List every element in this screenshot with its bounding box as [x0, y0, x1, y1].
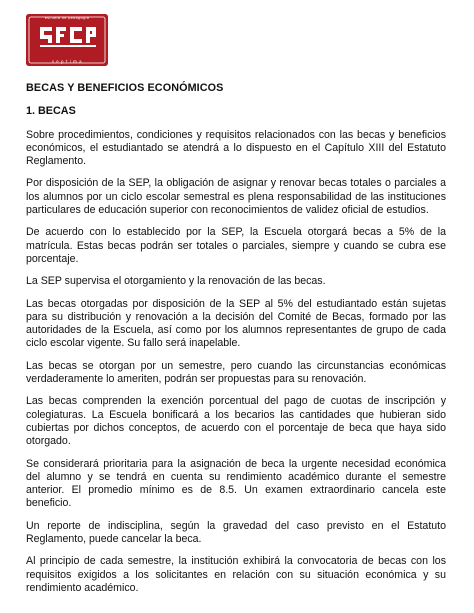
- paragraph: Las becas se otorgan por un semestre, pero cuando las circunstancias económicas verdaderamente lo ameriten, podrán ser propuestas para su renovación.: [26, 359, 446, 386]
- logo-bottom-text: s e p t i m a: [51, 59, 83, 64]
- document-body: [26, 82, 446, 604]
- paragraph: Al principio de cada semestre, la institución exhibirá la convocatoria de becas con los requisitos exigidos a los solicitantes en relación con su situación económica y su rendimiento académico.: [26, 555, 446, 594]
- logo-top-text: escuela de pedagogia: [44, 16, 90, 20]
- paragraph: Por disposición de la SEP, la obligación de asignar y renovar becas totales o parciales a los alumnos por un ciclo escolar semestral es plena responsabilidad de las instituciones particulares de educación superior con reconocimientos de validez oficial de estudios.: [26, 177, 446, 217]
- paragraph: Un reporte de indisciplina, según la gravedad del caso previsto en el Estatuto Reglamento, puede cancelar la beca.: [26, 519, 446, 546]
- paragraph: De acuerdo con lo establecido por la SEP, la Escuela otorgará becas a 5% de la matrícula. Estas becas podrán ser totales o parciales, siempre y cuando se cubra ese porcentaje.: [26, 226, 446, 265]
- paragraph: Sobre procedimientos, condiciones y requisitos relacionados con las becas y beneficios económicos, el estudiantado se atendrá a lo dispuesto en el Capítulo XIII del Estatuto Reglamento.: [26, 128, 446, 168]
- paragraph: Se considerará prioritaria para la asignación de beca la urgente necesidad económica del alumno y se tendrá en cuenta su rendimiento académico durante el semestre anterior. El promedio mínimo es de 8.5. Un examen extraordinario cancela este beneficio.: [26, 457, 446, 510]
- paragraph: Las becas otorgadas por disposición de la SEP al 5% del estudiantado están sujetas para su distribución y renovación a la decisión del Comité de Becas, formado por las autoridades de la Escuela, así como por los alumnos representantes de grupo de cada ciclo escolar vigente. Su fallo será inapelable.: [26, 297, 446, 350]
- paragraph: La SEP supervisa el otorgamiento y la renovación de las becas.: [26, 275, 326, 288]
- section-heading: 1. BECAS: [26, 105, 76, 118]
- paragraph: Las becas comprenden la exención porcentual del pago de cuotas de inscripción y colegiaturas. La Escuela bonificará a los becarios las cantidades que hubieran sido cubiertas por dichos conceptos, de acuerdo con el porcentaje de beca que haya sido otorgado.: [26, 395, 446, 448]
- document-title: BECAS Y BENEFICIOS ECONÓMICOS: [26, 82, 224, 94]
- school-logo: [26, 14, 108, 66]
